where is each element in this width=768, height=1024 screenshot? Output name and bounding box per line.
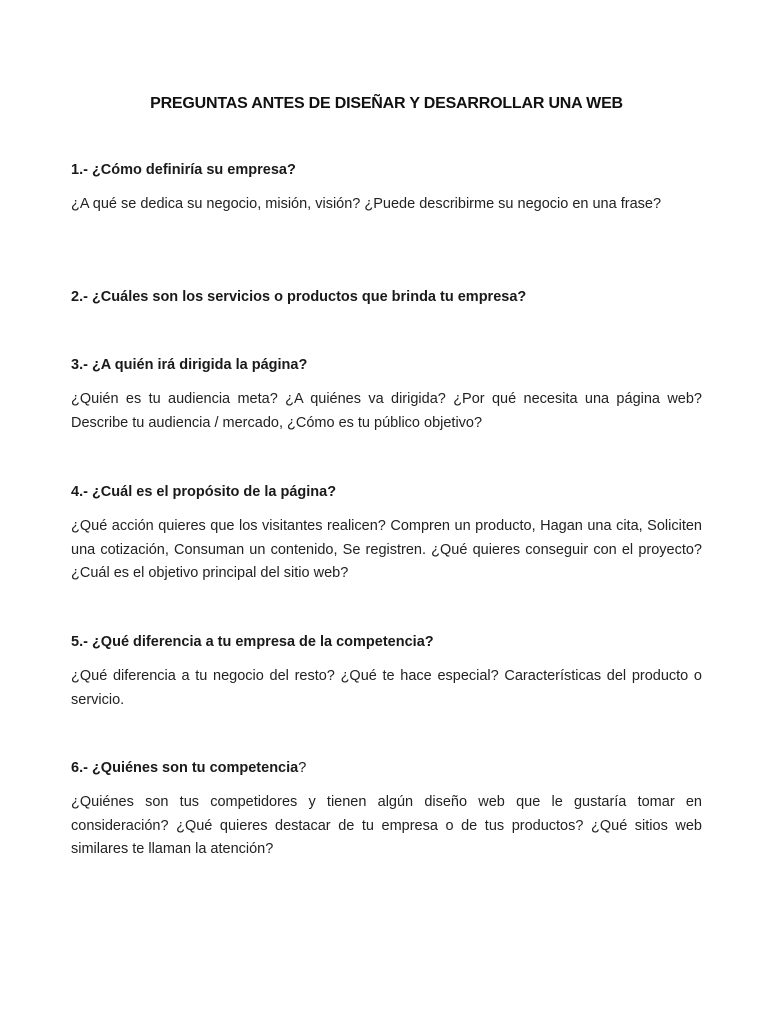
document-title: PREGUNTAS ANTES DE DISEÑAR Y DESARROLLAR UNA WEB xyxy=(150,95,623,112)
question-3-body: ¿Quién es tu audiencia meta? ¿A quiénes va dirigida? ¿Por qué necesita una página web? Describe tu audiencia / mercado, ¿Cómo es tu público objetivo? xyxy=(71,391,702,431)
question-4-body: ¿Qué acción quieres que los visitantes realicen? Compren un producto, Hagan una cita, Soliciten una cotización, Consuman un contenido, Se registren. ¿Qué quieres conseguir con el proyecto? ¿Cuál es el objetivo principal del sitio web? xyxy=(71,518,702,581)
question-1-body: ¿A qué se dedica su negocio, misión, visión? ¿Puede describirme su negocio en una frase? xyxy=(71,196,662,212)
question-6-heading-bold: 6.- ¿Quiénes son tu competencia xyxy=(71,760,299,776)
question-6-heading xyxy=(71,758,702,778)
question-6-body: ¿Quiénes son tus competidores y tienen algún diseño web que le gustaría tomar en consideración? ¿Qué quieres destacar de tu empresa o de tus productos? ¿Qué sitios web similares te llaman la atención? xyxy=(71,794,702,857)
question-6-heading-tail: ? xyxy=(298,760,307,776)
question-5-body: ¿Qué diferencia a tu negocio del resto? ¿Qué te hace especial? Características del producto o servicio. xyxy=(71,668,702,708)
question-1-heading: 1.- ¿Cómo definiría su empresa? xyxy=(71,162,296,178)
question-5-heading: 5.- ¿Qué diferencia a tu empresa de la competencia? xyxy=(71,634,434,650)
question-2-heading: 2.- ¿Cuáles son los servicios o productos que brinda tu empresa? xyxy=(71,289,527,305)
question-3-heading: 3.- ¿A quién irá dirigida la página? xyxy=(71,357,308,373)
question-4-heading: 4.- ¿Cuál es el propósito de la página? xyxy=(71,484,337,500)
